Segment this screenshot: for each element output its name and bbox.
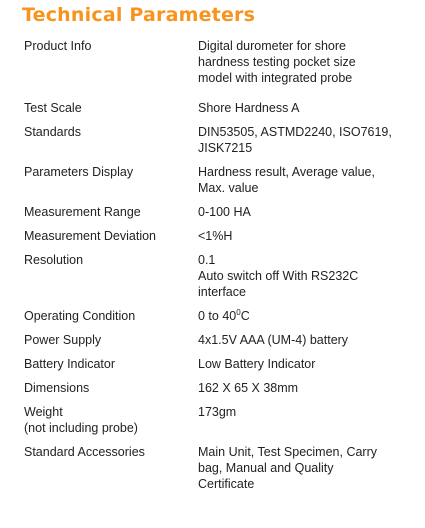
spec-value: [198, 164, 419, 196]
spec-row-standard-accessories: [24, 444, 419, 500]
spec-value-line: Hardness result, Average value,: [198, 165, 375, 179]
spec-label: [24, 124, 198, 140]
spec-label-line: Parameters Display: [24, 165, 134, 179]
spec-value-line: 162 X 65 X 38mm: [198, 381, 299, 395]
section-title: Technical Parameters: [22, 4, 256, 26]
spec-label: [24, 38, 198, 54]
spec-value-line: Low Battery Indicator: [198, 357, 316, 371]
spec-row-test-scale: [24, 100, 419, 124]
spec-row-standards: [24, 124, 419, 164]
spec-value-line: Digital durometer for shore: [198, 39, 346, 53]
spec-row-weight: [24, 404, 419, 444]
spec-label-line: Resolution: [24, 253, 84, 267]
spec-label: [24, 332, 198, 348]
spec-label-line: Test Scale: [24, 101, 82, 115]
spec-label-line: Product Info: [24, 39, 92, 53]
spec-value-line: 173gm: [198, 405, 237, 419]
spec-label-line: Dimensions: [24, 381, 90, 395]
spec-value-line: JISK7215: [198, 141, 253, 155]
spec-label-line: Standards: [24, 125, 81, 139]
spec-value: [198, 444, 419, 492]
spec-label: [24, 252, 198, 268]
spec-value: [198, 204, 419, 220]
spec-value-line: Main Unit, Test Specimen, Carry: [198, 445, 377, 459]
spec-row-product-info: [24, 38, 419, 100]
spec-label-line: Weight: [24, 405, 63, 419]
spec-value-line: model with integrated probe: [198, 71, 353, 85]
spec-label-line: (not including probe): [24, 421, 138, 435]
spec-value-line: bag, Manual and Quality: [198, 461, 334, 475]
spec-value-line: Auto switch off With RS232C: [198, 269, 359, 283]
spec-value-line: DIN53505, ASTMD2240, ISO7619,: [198, 125, 392, 139]
spec-value: [198, 332, 419, 348]
spec-label-line: Battery Indicator: [24, 357, 116, 371]
spec-table: [24, 38, 419, 500]
spec-row-measurement-deviation: [24, 228, 419, 252]
spec-row-battery-indicator: [24, 356, 419, 380]
spec-label: [24, 356, 198, 372]
spec-row-power-supply: [24, 332, 419, 356]
spec-value: [198, 100, 419, 116]
spec-value: [198, 308, 419, 324]
spec-label: [24, 100, 198, 116]
spec-value-line: Shore Hardness A: [198, 101, 300, 115]
spec-value: [198, 38, 419, 86]
spec-value-line: 0.1: [198, 253, 216, 267]
spec-value-line: Certificate: [198, 477, 255, 491]
spec-value: [198, 228, 419, 244]
spec-label: [24, 380, 198, 396]
spec-label-line: Power Supply: [24, 333, 102, 347]
spec-value: [198, 124, 419, 156]
spec-value-line: hardness testing pocket size: [198, 55, 356, 69]
spec-value: [198, 404, 419, 420]
spec-value-line: [198, 308, 419, 324]
spec-value: [198, 380, 419, 396]
degree-superscript: 0: [236, 307, 241, 317]
spec-value-line: 4x1.5V AAA (UM-4) battery: [198, 333, 349, 347]
spec-label-line: Operating Condition: [24, 309, 136, 323]
spec-label-line: Standard Accessories: [24, 445, 145, 459]
temperature-unit: C: [240, 309, 250, 323]
spec-row-parameters-display: [24, 164, 419, 204]
spec-row-resolution: [24, 252, 419, 308]
spec-row-dimensions: [24, 380, 419, 404]
spec-value: [198, 356, 419, 372]
spec-label-line: Measurement Range: [24, 205, 141, 219]
spec-value-line: <1%H: [198, 229, 233, 243]
spec-row-measurement-range: [24, 204, 419, 228]
spec-label: [24, 164, 198, 180]
spec-value-line: 0-100 HA: [198, 205, 251, 219]
spec-row-operating-condition: [24, 308, 419, 332]
temperature-range-text: 0 to 40: [198, 309, 237, 323]
spec-value: [198, 252, 419, 300]
spec-label-line: Measurement Deviation: [24, 229, 157, 243]
spec-label: [24, 228, 198, 244]
spec-value-line: Max. value: [198, 181, 259, 195]
spec-label: [24, 404, 198, 436]
spec-label: [24, 204, 198, 220]
spec-label: [24, 308, 198, 324]
spec-label: [24, 444, 198, 460]
spec-value-line: interface: [198, 285, 246, 299]
